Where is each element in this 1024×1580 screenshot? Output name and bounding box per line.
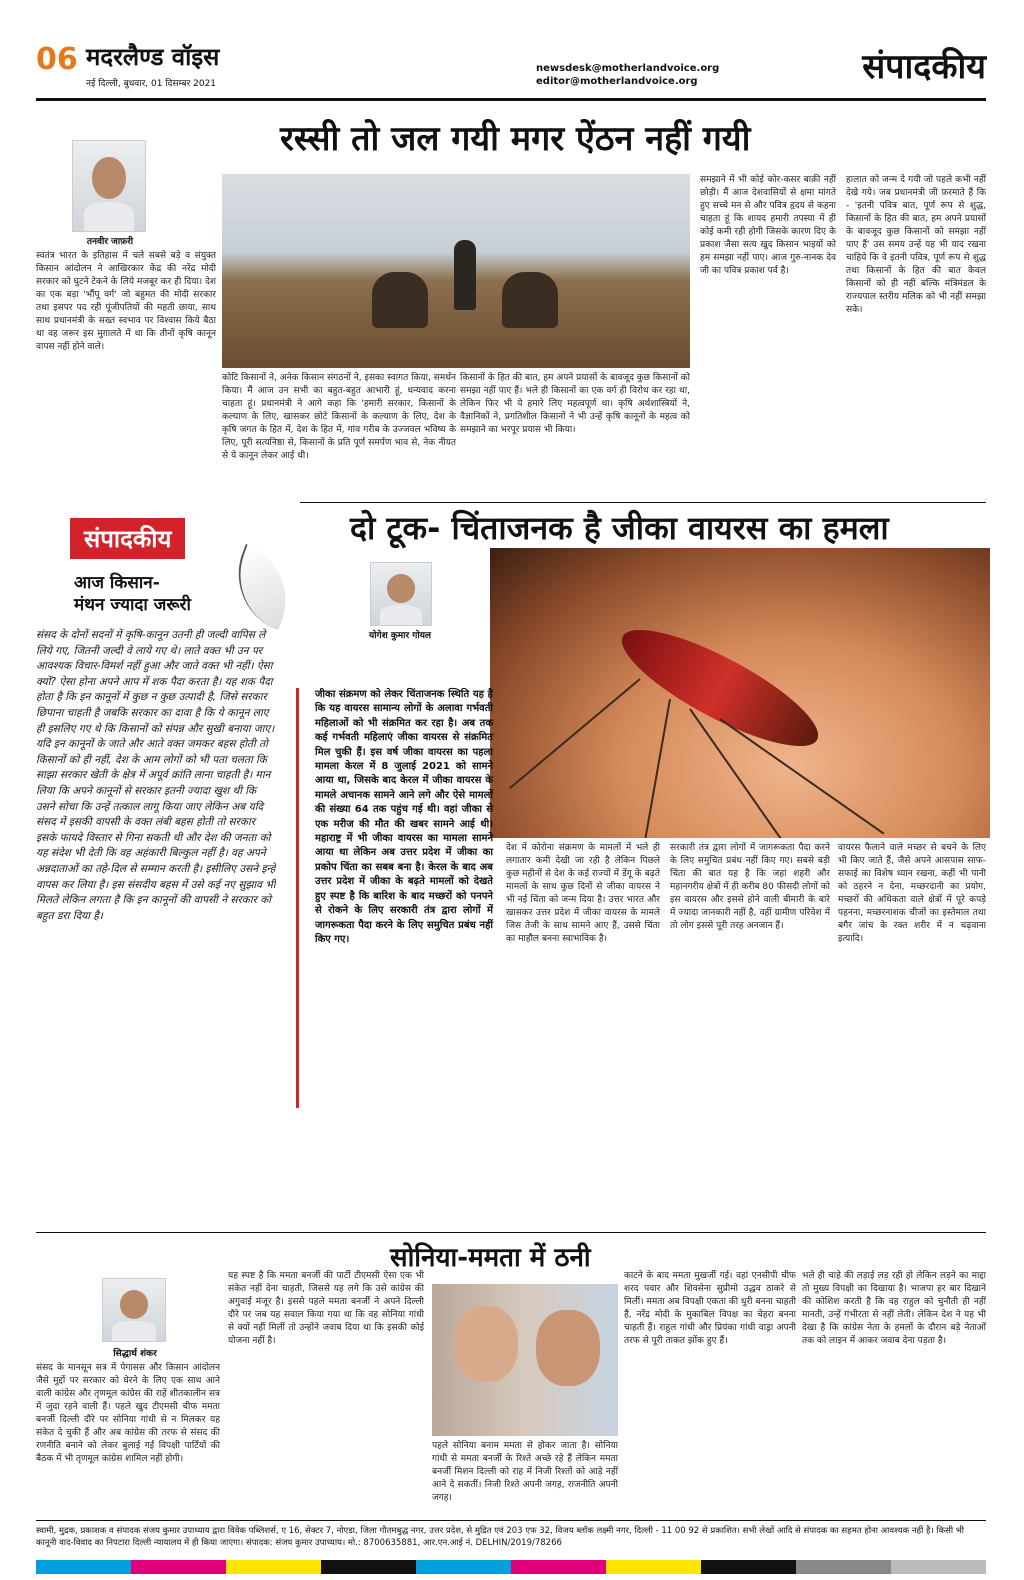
color-swatch <box>796 1560 891 1574</box>
lead-headline: रस्सी तो जल गयी मगर ऐंठन नहीं गयी <box>280 119 751 159</box>
color-swatch <box>321 1560 416 1574</box>
zika-column-2: सरकारी तंत्र द्वारा लोगों में जागरूकता पैदा करने के लिए समुचित प्रबंध नहीं किए गए। सबसे बड़ी चिंता की बात यह है कि जहां शहरी और महानगरीय क्षेत्रों में ही करीब 80 फीसदी लोगों को इस वायरस और इससे होने वाली बीमारी के बारे में ज्यादा जानकारी नहीं है, वहीं ग्रामीण परिवेश में तो लोग इससे पूरी तरह अनजान हैं। <box>670 843 830 931</box>
color-swatch <box>131 1560 226 1574</box>
sonia-headline: सोनिया-ममता में ठनी <box>390 1243 591 1273</box>
dateline: नई दिल्ली, बुधवार, 01 दिसम्बर 2021 <box>86 79 217 89</box>
news-email[interactable]: newsdesk@motherlandvoice.org <box>536 63 720 74</box>
sonia-column-2: यह स्पष्ट है कि ममता बनर्जी की पार्टी टीएमसी ऐसा एक भी संकेत नहीं देना चाहती, जिससे यह लगे कि उसे कांग्रेस की अगुवाई मंजूर है। इससे पहले ममता बनर्जी ने अपने दिल्ली दौरे पर जब यह सवाल किया गया था कि वह सोनिया गांधी से क्यों नहीं मिलीं तो उन्होंने जवाब दिया था कि इसकी कोई योजना नहीं है। <box>228 1271 424 1346</box>
mamata-face-icon <box>536 1310 600 1386</box>
color-swatch <box>701 1560 796 1574</box>
editorial-body: संसद के दोनों सदनों में कृषि-कानून उतनी ही जल्दी वापिस ले लिये गए, जितनी जल्दी वे लाये गए थे। लाते वक्त भी उन पर आवश्यक विचार-विमर्श नहीं हुआ और जाते वक्त भी नहीं। ऐसा क्यों? ऐसा होना अपने आप में शक पैदा करता है। यह शक पैदा होता है कि इन कानूनों में कुछ न कुछ उत्पादी है, जिसे सरकार छिपाना चाहती है जबकि सरकार का दावा है कि ये कानून लाए ही इसलिए गए थे कि किसानों को संपन्न और सुखी बनाया जाए। यदि इन कानूनों के जाते और आते वक्त जमकर बहस होती तो किसानों को ही नहीं, देश के आम लोगों को भी पता चलता कि साझा सरकार खेती के क्षेत्र में अपूर्व क्रांति लाना चाहती है। मान लिया कि अपने कानूनों से सरकार इतनी ज्यादा खुश थी कि उसने सोचा कि उन्हें तत्काल लागू किया जाए लेकिन अब यदि संसद में इसकी वापसी के वक्त लंबी बहस होती तो सरकार इसके फायदे विस्तार से गिना सकती थी और देश की जनता को यह संदेश भी देती कि वह अहंकारी बिल्कुल नहीं है। वह अपने अन्नदाताओं का तहे-दिल से सम्मान करती है। इसीलिए उसने इन्हें वापस कर लिया है। इस संसदीय बहस में उसे कई नए सुझाव भी मिलते लेकिन लगता है कि इन कानूनों की वापसी ने सरकार को बहुत डरा दिया है। <box>36 629 276 922</box>
sonia-column-5: भले ही चाहे की लड़ाई लड़ रही हो लेकिन लड़ने का माद्दा तो मुख्य विपक्षी का दिखाया है। भाजपा हर बार दिखाने की कोशिश करती है कि वह राहुल को चुनौती ही नहीं मानती, उन्हें गंभीरता से नहीं लेती। लेकिन देश ने यह भी देखा है कि कांग्रेस नेता के हमलों के दौरान बड़े नेताओं तक को लाइन में आकर जवाब देना पड़ता है। <box>802 1271 986 1346</box>
color-swatch <box>416 1560 511 1574</box>
farm-photo <box>222 174 690 368</box>
zika-column-3: वायरस फैलाने वाले मच्छर से बचने के लिए भी किए जाते हैं, जैसे अपने आसपास साफ-सफाई का विशेष ध्यान रखना, कहीं भी पानी को ठहरने न देना, मच्छरदानी का प्रयोग, मच्छरों की अधिकता वाले क्षेत्रों में पूरे कपड़े पहनना, मच्छरनाशक चीजों का इस्तेमाल तथा बगैर जांच के रक्त शरीर में न चढ़वाना इत्यादि। <box>838 843 986 944</box>
zika-rule <box>300 502 986 503</box>
masthead <box>36 40 986 98</box>
imprint-footer: स्वामी, मुद्रक, प्रकाशक व संपादक संजय कुमार उपाध्याय द्वारा विवेक पब्लिशर्स, ए 16, सेक्टर 7, नोएडा, जिला गौतमबुद्ध नगर, उत्तर प्रदेश, से मुद्रित एवं 203 एफ 32, विजय ब्लॉक लक्ष्मी नगर, दिल्ली - 11 00 92 से प्रकाशित। सभी लेखों आदि से संपादक का सहमत होना आवश्यक नहीं है। किसी भी कानूनी वाद-विवाद का निपटारा दिल्ली न्यायालय में ही किया जाएगा। संपादक: संजय कुमार उपाध्याय। मो.: 8700635881, आर.एन.आई नं. DELHIN/2019/78266 <box>36 1520 986 1549</box>
quill-feather-icon <box>222 544 302 630</box>
author-photo-tanveer <box>72 140 146 232</box>
zika-column-1: देश में कोरोना संक्रमण के मामलों में भले ही लगातार कमी देखी जा रही है लेकिन पिछले कुछ महीनों से देश के कई राज्यों में डेंगू के बढ़ते मामलों के साथ कुछ दिनों से जीका वायरस ने भी नई चिंता को जन्म दिया है। उत्तर भारत और खासकर उत्तर प्रदेश में जीका वायरस के मामले जिस तेजी के साथ सामने आए हैं, उससे चिंता का माहौल बनना स्वाभाविक है। <box>506 843 660 944</box>
sonia-face-icon <box>454 1306 518 1382</box>
zika-author: योगेश कुमार गोयल <box>368 631 432 641</box>
sonia-column-3: पहले सोनिया बनाम ममता से होकर जाता है। सोनिया गांधी से ममता बनर्जी के रिश्ते अच्छे रहे हैं लेकिन ममता बनर्जी मिशन दिल्ली को राह में निजी रिश्तों को आड़े नहीं आने दे सकतीं। निजी रिश्ते अपनी जगह, राजनीति अपनी जगह। <box>432 1441 618 1503</box>
editorial-tag: संपादकीय <box>70 518 185 559</box>
mosquito-photo <box>490 548 990 838</box>
author-photo-yogesh <box>370 562 432 626</box>
lead-author: तनवीर जाफ़री <box>86 237 134 247</box>
author-photo-siddharth <box>102 1278 166 1342</box>
lead-column-6: हालात को जन्म दे गयी जो पहले कभी नहीं देखे गये। जब प्रधानमंत्री जी फ़रमाते हैं कि - 'इतनी पवित्र बात, पूर्ण रूप से शुद्ध, किसानों के हित की बात, हम अपने प्रयासों के बावजूद कुछ किसानों को समझा नहीं पाए हैं' उस समय उन्हें यह भी याद रखना चाहिये कि वे इतनी पवित्र, पूर्ण रूप से शुद्ध तथा किसानों के हित की बात केवल किसानों को ही नहीं बल्कि मंत्रिमंडल के राज्यपाल स्तरीय मलिक को भी नहीं समझा सके। <box>846 175 986 315</box>
sonia-column-4: काटने के बाद ममता मुखर्जी गई। वहां एनसीपी चीफ शरद पवार और शिवसेना सुप्रीमो उद्धव ठाकरे से मिलीं। ममता अब विपक्षी एकता की धुरी बनना चाहती हैं, नरेंद्र मोदी के मुकाबिल विपक्ष का चेहरा बनना चाहती हैं। राहुल गांधी और प्रियंका गांधी वाड्रा अपनी तरफ से पूरी ताकत झोंक हुए हैं। <box>624 1271 796 1346</box>
ox-icon <box>372 272 428 328</box>
lead-column-5: समझाने में भी कोई कोर-कसर बाक़ी नहीं छोड़ी। मैं आज देशवासियों से क्षमा मांगते हुए सच्चे मन से और पवित्र हृदय से कहना चाहता हूं कि शायद हमारी तपस्या में ही कोई कमी रही होगी जिसके कारण दिए के प्रकाश जैसा सत्य खुद किसान भाइयों को हम समझा नहीं पाए। आज गुरु-नानक देव जी का पवित्र प्रकाश पर्व है। <box>700 175 836 276</box>
page-number: 06 <box>36 42 78 77</box>
print-color-bar <box>36 1560 986 1574</box>
masthead-rule <box>36 98 986 101</box>
sonia-author: सिद्धार्थ शंकर <box>113 1349 157 1359</box>
editor-email[interactable]: editor@motherlandvoice.org <box>536 76 698 87</box>
contact-emails <box>536 62 719 88</box>
zika-lead-text: जीका संक्रमण को लेकर चिंताजनक स्थिति यह है कि यह वायरस सामान्य लोगों के अलावा गर्भवती महिलाओं को भी संक्रमित कर रहा है। अब तक कई गर्भवती महिलाएं जीका वायरस से संक्रमित मिल चुकी हैं। इस वर्ष जीका वायरस का पहला मामला केरल में 8 जुलाई 2021 को सामने आया था, जिसके बाद केरल में जीका वायरस के मामले अचानक सामने आने लगे और ऐसे मामलों की संख्या 64 तक पहुंच गई थी। वहां जीका से एक मरीज की मौत की खबर सामने आई थी। महाराष्ट्र में भी जीका वायरस का मामला सामने आया था लेकिन अब उत्तर प्रदेश में जीका का प्रकोप चिंता का सबब बना है। केरल के बाद अब उत्तर प्रदेश में जीका के बढ़ते मामलों को देखते हुए स्पष्ट है कि बारिश के बाद मच्छरों को पनपने से रोकने के लिए सरकारी तंत्र द्वारा लोगों में जागरूकता पैदा करने के लिए समुचित प्रबंध नहीं किए गए। <box>315 689 493 945</box>
zika-lead-box <box>296 688 492 1108</box>
lead-column-4: किसानों के हित की बात, हम अपने प्रयासों के बावजूद कुछ किसानों को समझा नहीं पाए हैं। भले ही किसानों का एक वर्ग ही विरोध कर रहा था, लेकिन फिर भी ये हमारे लिए महत्वपूर्ण था। कृषि अर्थशास्त्रियों ने, वैज्ञानिकों ने, प्रगतिशील किसानों ने भी उन्हें कृषि कानूनों के महत्व को समझाने का भरपूर प्रयास भी किया। <box>460 373 690 435</box>
ox-icon <box>502 272 558 328</box>
editorial-header <box>36 518 296 624</box>
color-swatch <box>891 1560 986 1574</box>
sonia-rule <box>36 1232 986 1233</box>
color-swatch <box>511 1560 606 1574</box>
color-swatch <box>36 1560 131 1574</box>
lead-column-3: कोटि किसानों ने, अनेक किसान संगठनों ने, इसका स्वागत किया, समर्थन किया। मैं आज उन सभी का बहुत-बहुत आभारी हूं, धन्यवाद करना चाहता हूं। प्रधानमंत्री ने आगे कहा कि 'हमारी सरकार, किसानों के कल्याण के लिए, खासकर छोटे किसानों के कल्याण के लिए, देश के कृषि जगत के हित में, देश के हित में, गांव गरीब के उज्जवल भविष्य के लिए, पूरी सत्यनिष्ठा से, किसानों के प्रति पूर्ण समर्पण भाव से, नेक नीयत से ये कानून लेकर आई थी। <box>222 373 456 461</box>
mosquito-icon <box>609 610 831 766</box>
farmer-icon <box>454 240 476 310</box>
sonia-mamata-photo <box>432 1284 618 1436</box>
zika-headline: दो टूक- चिंताजनक है जीका वायरस का हमला <box>350 509 889 547</box>
color-swatch <box>606 1560 701 1574</box>
paper-name: मदरलैण्ड वॉइस <box>86 43 220 71</box>
color-swatch <box>226 1560 321 1574</box>
section-title: संपादकीय <box>862 47 986 87</box>
sonia-column-1: संसद के मानसून सत्र में पेगासस और किसान आंदोलन जैसे मुद्दों पर सरकार को घेरने के लिए एक साथ आने वाली कांग्रेस और तृणमूल कांग्रेस की राहें शीतकालीन सत्र में जुदा रहने वाली हैं। पहले खुद टीएमसी चीफ ममता बनर्जी दिल्ली दौरे पर सोनिया गांधी से न मिलकर यह संकेत दे चुकी हैं और अब कांग्रेस की तरफ से संसद की रणनीति बनाने को लेकर बुलाई गई विपक्षी पार्टियों की बैठक में भी तृणमूल कांग्रेस शामिल नहीं होगी। <box>36 1363 220 1464</box>
lead-column-1: स्वतंत्र भारत के इतिहास में चले सबसे बड़े व संयुक्त किसान आंदोलन ने आखिरकार केंद्र की नरेंद्र मोदी सरकार को घुटने टेकने के लिये मजबूर कर ही दिया। देश का एक बड़ा 'भौंपू वर्ग' जो बहुमत की मोदी सरकार तथा इसपर पद रही पूंजीपतियों की महती छाया, साथ साथ प्रधानमंत्री के सख्त स्वभाव पर विश्वास किये बैठा था वह जरूर इस मुग़ालते में था कि तीनों कृषि कानून वापस नहीं होने वाले। <box>36 251 216 352</box>
editorial-title: आज किसान- मंथन ज्यादा जरूरी <box>74 573 191 615</box>
